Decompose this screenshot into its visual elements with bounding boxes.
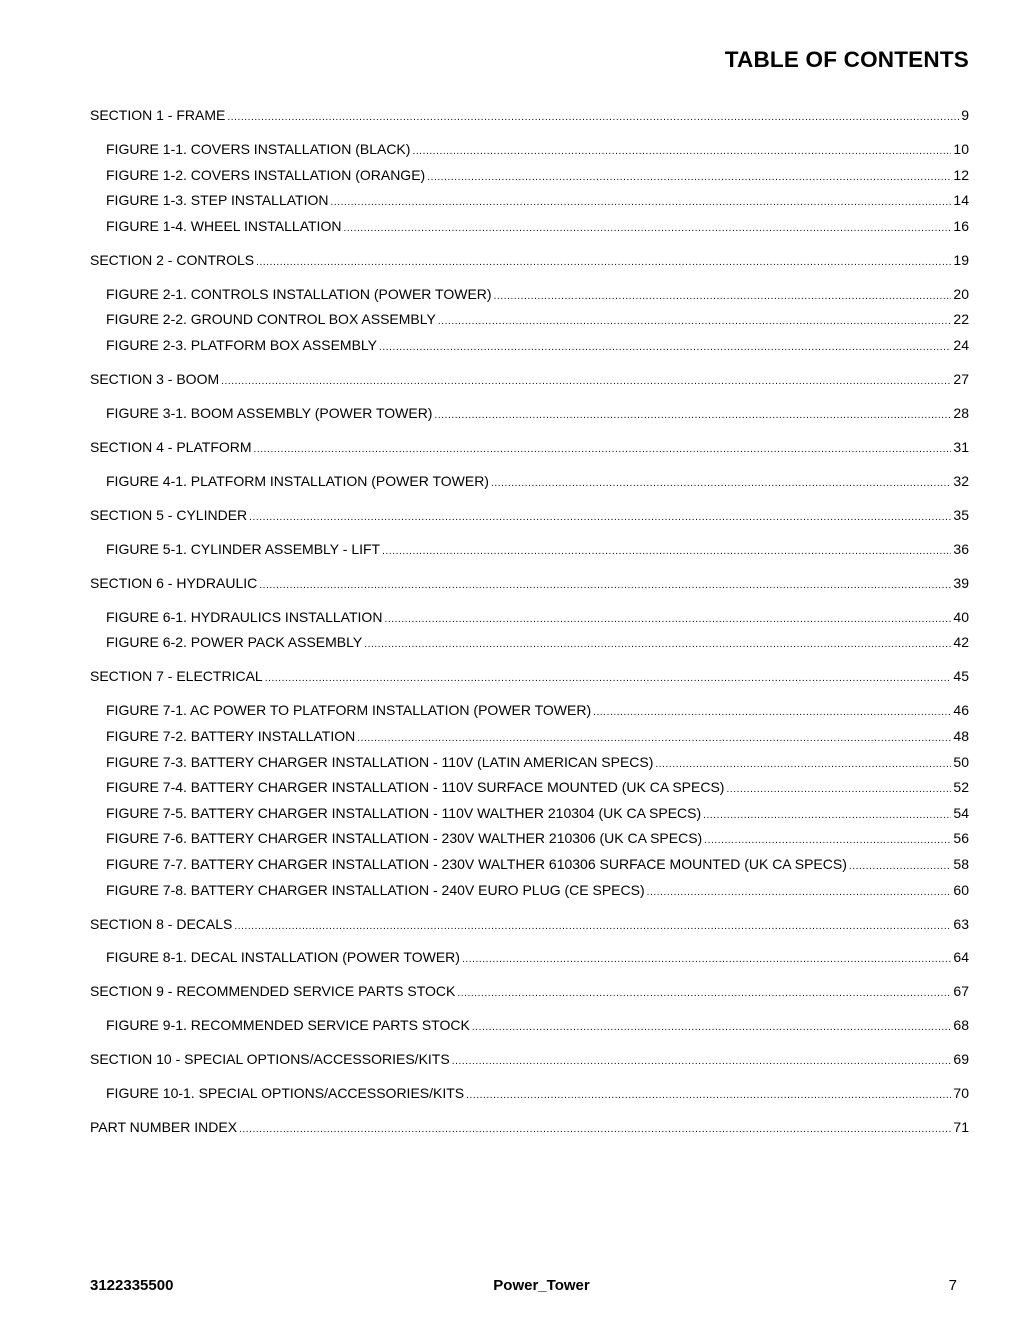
dot-leader bbox=[331, 190, 952, 216]
toc-entry-page: 63 bbox=[953, 915, 969, 932]
dot-leader bbox=[384, 607, 951, 633]
toc-entry-page: 45 bbox=[953, 668, 969, 685]
toc-figure-entry[interactable] bbox=[90, 401, 969, 427]
toc-entry-page: 27 bbox=[953, 370, 969, 387]
dot-leader bbox=[227, 105, 959, 131]
toc-entry-page: 71 bbox=[953, 1119, 969, 1136]
toc-entry-label: FIGURE 9-1. RECOMMENDED SERVICE PARTS STOCK bbox=[106, 1017, 470, 1034]
dot-leader bbox=[704, 828, 951, 854]
toc-entry-label: FIGURE 5-1. CYLINDER ASSEMBLY - LIFT bbox=[106, 540, 381, 557]
toc-entry-label: FIGURE 1-1. COVERS INSTALLATION (BLACK) bbox=[106, 140, 411, 157]
toc-figure-entry[interactable] bbox=[90, 282, 969, 308]
toc-entry-page: 60 bbox=[953, 881, 969, 898]
dot-leader bbox=[259, 573, 951, 599]
dot-leader bbox=[593, 700, 951, 726]
toc-section-entry[interactable] bbox=[90, 979, 969, 1005]
dot-leader bbox=[703, 803, 951, 829]
toc-entry-label: FIGURE 7-5. BATTERY CHARGER INSTALLATION - 110V WALTHER 210304 (UK CA SPECS) bbox=[106, 804, 702, 821]
page-title: TABLE OF CONTENTS bbox=[724, 47, 969, 72]
dot-leader bbox=[254, 437, 952, 463]
dot-leader bbox=[234, 914, 951, 940]
toc-section-entry[interactable] bbox=[90, 367, 969, 393]
toc-figure-entry[interactable] bbox=[90, 1081, 969, 1107]
toc-section-entry[interactable] bbox=[90, 503, 969, 529]
toc-entry-page: 31 bbox=[953, 438, 969, 455]
toc-figure-entry[interactable] bbox=[90, 878, 969, 904]
page-footer bbox=[90, 1277, 969, 1297]
dot-leader bbox=[265, 666, 952, 692]
toc-entry-label: PART NUMBER INDEX bbox=[90, 1119, 238, 1136]
dot-leader bbox=[412, 139, 951, 165]
toc-entry-page: 24 bbox=[953, 336, 969, 353]
toc-section-entry[interactable] bbox=[90, 664, 969, 690]
dot-leader bbox=[364, 632, 951, 658]
toc-entry-label: FIGURE 1-3. STEP INSTALLATION bbox=[106, 192, 329, 209]
toc-section-entry[interactable] bbox=[90, 435, 969, 461]
toc-figure-entry[interactable] bbox=[90, 945, 969, 971]
toc-entry-page: 42 bbox=[953, 634, 969, 651]
toc-entry-label: FIGURE 3-1. BOOM ASSEMBLY (POWER TOWER) bbox=[106, 404, 433, 421]
dot-leader bbox=[434, 403, 951, 429]
toc-entry-label: FIGURE 7-8. BATTERY CHARGER INSTALLATION - 240V EURO PLUG (CE SPECS) bbox=[106, 881, 645, 898]
toc-entry-page: 70 bbox=[953, 1085, 969, 1102]
dot-leader bbox=[849, 854, 952, 880]
toc-figure-entry[interactable] bbox=[90, 469, 969, 495]
toc-figure-entry[interactable] bbox=[90, 333, 969, 359]
toc-entry-label: FIGURE 4-1. PLATFORM INSTALLATION (POWER TOWER) bbox=[106, 472, 489, 489]
toc-figure-entry[interactable] bbox=[90, 826, 969, 852]
dot-leader bbox=[249, 505, 951, 531]
toc-figure-entry[interactable] bbox=[90, 137, 969, 163]
toc-entry-label: FIGURE 8-1. DECAL INSTALLATION (POWER TOWER) bbox=[106, 949, 460, 966]
toc-entry-page: 67 bbox=[953, 983, 969, 1000]
toc-entry-page: 35 bbox=[953, 506, 969, 523]
toc-entry-page: 9 bbox=[961, 107, 969, 123]
toc-entry-page: 48 bbox=[953, 727, 969, 744]
toc-entry-page: 10 bbox=[953, 140, 969, 157]
table-of-contents bbox=[90, 103, 969, 1141]
dot-leader bbox=[382, 539, 951, 565]
toc-entry-label: SECTION 6 - HYDRAULIC bbox=[90, 574, 258, 591]
toc-entry-page: 56 bbox=[953, 830, 969, 847]
toc-entry-label: FIGURE 7-4. BATTERY CHARGER INSTALLATION - 110V SURFACE MOUNTED (UK CA SPECS) bbox=[106, 779, 725, 796]
toc-section-entry[interactable] bbox=[90, 1047, 969, 1073]
dot-leader bbox=[379, 335, 951, 361]
toc-entry-page: 19 bbox=[953, 251, 969, 268]
dot-leader bbox=[343, 216, 951, 242]
dot-leader bbox=[466, 1083, 951, 1109]
toc-entry-label: FIGURE 10-1. SPECIAL OPTIONS/ACCESSORIES/KITS bbox=[106, 1085, 465, 1102]
toc-entry-page: 52 bbox=[953, 779, 969, 796]
toc-figure-entry[interactable] bbox=[90, 1013, 969, 1039]
dot-leader bbox=[655, 752, 951, 778]
document-number: 3122335500 bbox=[90, 1277, 174, 1294]
toc-entry-label: FIGURE 1-4. WHEEL INSTALLATION bbox=[106, 217, 342, 234]
toc-entry-label: FIGURE 1-2. COVERS INSTALLATION (ORANGE) bbox=[106, 166, 426, 183]
toc-section-entry[interactable] bbox=[90, 248, 969, 274]
toc-entry-page: 68 bbox=[953, 1017, 969, 1034]
toc-entry-page: 22 bbox=[953, 311, 969, 328]
toc-figure-entry[interactable] bbox=[90, 724, 969, 750]
toc-entry-label: FIGURE 2-1. CONTROLS INSTALLATION (POWER TOWER) bbox=[106, 285, 492, 302]
dot-leader bbox=[491, 471, 951, 497]
toc-entry-label: FIGURE 2-3. PLATFORM BOX ASSEMBLY bbox=[106, 336, 377, 353]
dot-leader bbox=[438, 309, 952, 335]
toc-entry-page: 69 bbox=[953, 1051, 969, 1068]
dot-leader bbox=[494, 284, 952, 310]
toc-figure-entry[interactable] bbox=[90, 750, 969, 776]
toc-entry-label: FIGURE 6-2. POWER PACK ASSEMBLY bbox=[106, 634, 363, 651]
toc-entry-page: 58 bbox=[953, 855, 969, 872]
toc-entry-label: FIGURE 7-1. AC POWER TO PLATFORM INSTALLATION (POWER TOWER) bbox=[106, 702, 592, 719]
toc-entry-label: FIGURE 7-7. BATTERY CHARGER INSTALLATION - 230V WALTHER 610306 SURFACE MOUNTED (UK CA SPECS) bbox=[106, 855, 847, 872]
toc-figure-entry[interactable] bbox=[90, 214, 969, 240]
page-number: 7 bbox=[948, 1277, 957, 1294]
toc-entry-label: FIGURE 7-2. BATTERY INSTALLATION bbox=[106, 727, 356, 744]
toc-section-entry[interactable] bbox=[90, 1115, 969, 1141]
product-name: Power_Tower bbox=[493, 1277, 590, 1294]
dot-leader bbox=[452, 1049, 952, 1075]
toc-entry-page: 20 bbox=[953, 285, 969, 302]
toc-entry-page: 50 bbox=[953, 753, 969, 770]
toc-figure-entry[interactable] bbox=[90, 605, 969, 631]
toc-entry-label: FIGURE 2-2. GROUND CONTROL BOX ASSEMBLY bbox=[106, 311, 436, 328]
toc-entry-label: SECTION 5 - CYLINDER bbox=[90, 506, 248, 523]
toc-entry-page: 28 bbox=[953, 404, 969, 421]
toc-figure-entry[interactable] bbox=[90, 698, 969, 724]
toc-entry-label: SECTION 3 - BOOM bbox=[90, 370, 220, 387]
toc-figure-entry[interactable] bbox=[90, 775, 969, 801]
toc-entry-page: 12 bbox=[953, 166, 969, 183]
dot-leader bbox=[357, 726, 951, 752]
dot-leader bbox=[726, 777, 951, 803]
toc-section-entry[interactable] bbox=[90, 103, 969, 129]
dot-leader bbox=[472, 1015, 952, 1041]
toc-section-entry[interactable] bbox=[90, 912, 969, 938]
dot-leader bbox=[457, 981, 951, 1007]
toc-entry-page: 36 bbox=[953, 540, 969, 557]
toc-entry-label: FIGURE 7-3. BATTERY CHARGER INSTALLATION - 110V (LATIN AMERICAN SPECS) bbox=[106, 753, 654, 770]
toc-entry-label: SECTION 10 - SPECIAL OPTIONS/ACCESSORIES/KITS bbox=[90, 1051, 450, 1068]
toc-entry-page: 40 bbox=[953, 608, 969, 625]
toc-entry-label: SECTION 1 - FRAME bbox=[90, 107, 226, 123]
toc-entry-page: 64 bbox=[953, 949, 969, 966]
toc-entry-page: 16 bbox=[953, 217, 969, 234]
toc-entry-label: FIGURE 6-1. HYDRAULICS INSTALLATION bbox=[106, 608, 383, 625]
toc-figure-entry[interactable] bbox=[90, 188, 969, 214]
toc-entry-label: FIGURE 7-6. BATTERY CHARGER INSTALLATION - 230V WALTHER 210306 (UK CA SPECS) bbox=[106, 830, 703, 847]
toc-figure-entry[interactable] bbox=[90, 163, 969, 189]
toc-entry-page: 14 bbox=[953, 192, 969, 209]
toc-figure-entry[interactable] bbox=[90, 630, 969, 656]
toc-entry-page: 46 bbox=[953, 702, 969, 719]
toc-entry-label: SECTION 8 - DECALS bbox=[90, 915, 233, 932]
toc-entry-page: 32 bbox=[953, 472, 969, 489]
toc-section-entry[interactable] bbox=[90, 571, 969, 597]
toc-entry-page: 39 bbox=[953, 574, 969, 591]
dot-leader bbox=[256, 250, 951, 276]
toc-figure-entry[interactable] bbox=[90, 537, 969, 563]
toc-entry-label: SECTION 9 - RECOMMENDED SERVICE PARTS STOCK bbox=[90, 983, 456, 1000]
toc-figure-entry[interactable] bbox=[90, 852, 969, 878]
toc-entry-page: 54 bbox=[953, 804, 969, 821]
toc-entry-label: SECTION 7 - ELECTRICAL bbox=[90, 668, 263, 685]
dot-leader bbox=[221, 369, 951, 395]
toc-entry-label: SECTION 4 - PLATFORM bbox=[90, 438, 252, 455]
dot-leader bbox=[427, 165, 951, 191]
dot-leader bbox=[239, 1117, 951, 1143]
toc-figure-entry[interactable] bbox=[90, 307, 969, 333]
toc-entry-label: SECTION 2 - CONTROLS bbox=[90, 251, 255, 268]
dot-leader bbox=[647, 880, 952, 906]
dot-leader bbox=[462, 947, 951, 973]
toc-figure-entry[interactable] bbox=[90, 801, 969, 827]
